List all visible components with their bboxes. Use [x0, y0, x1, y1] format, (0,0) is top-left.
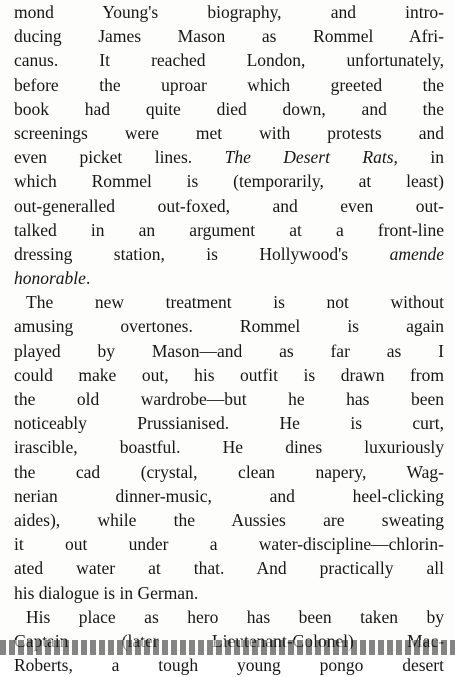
text-line: honorable.	[14, 268, 91, 289]
text-line: Roberts, a tough young pongo desert	[14, 655, 444, 676]
text-line: book had quite died down, and the	[14, 98, 444, 119]
text-line: which Rommel is (temporarily, at least)	[14, 171, 444, 192]
italic-phrase: honorable	[14, 268, 86, 289]
text-line: noticeably Prussianised. He is curt,	[14, 413, 444, 434]
text-line: screenings were met with protests and	[14, 122, 444, 143]
text-line: his dialogue is in German.	[14, 582, 199, 603]
page-bottom-rule	[0, 640, 455, 655]
text-line: the old wardrobe—but he has been	[14, 389, 444, 409]
text-line: ducing James Mason as Rommel Afri-	[14, 26, 444, 47]
text-line: nerian dinner-music, and heel-clicking	[14, 485, 444, 506]
text-line: aides), while the Aussies are sweating	[14, 509, 444, 530]
paragraph-start-line: The new treatment is not without	[26, 292, 444, 313]
text-line: mond Young's biography, and intro-	[14, 2, 444, 22]
text-line: the cad (crystal, clean napery, Wag-	[14, 461, 444, 482]
italic-phrase: The Desert Rats	[224, 147, 394, 168]
text-line: played by Mason—and as far as I	[14, 340, 444, 361]
text-line: could make out, his outfit is drawn from	[14, 364, 444, 385]
text-line: amusing overtones. Rommel is again	[14, 316, 444, 337]
paragraph-start-line: His place as hero has been taken by	[26, 606, 444, 627]
text-line: before the uproar which greeted the	[14, 74, 444, 95]
text-line: even picket lines. The Desert Rats, in	[14, 147, 444, 168]
text-line: dressing station, is Hollywood's amende	[14, 243, 444, 264]
italic-phrase: amende	[389, 243, 444, 264]
article-text-column	[14, 0, 444, 677]
text-line: talked in an argument at a front-line	[14, 219, 444, 240]
text-line: it out under a water-discipline—chlorin-	[14, 534, 444, 555]
text-line: irascible, boastful. He dines luxuriously	[14, 437, 444, 458]
text-line: out-generalled out-foxed, and even out-	[14, 195, 444, 216]
text-line: canus. It reached London, unfortunately,	[14, 50, 444, 71]
text-line: ated water at that. And practically all	[14, 558, 444, 579]
